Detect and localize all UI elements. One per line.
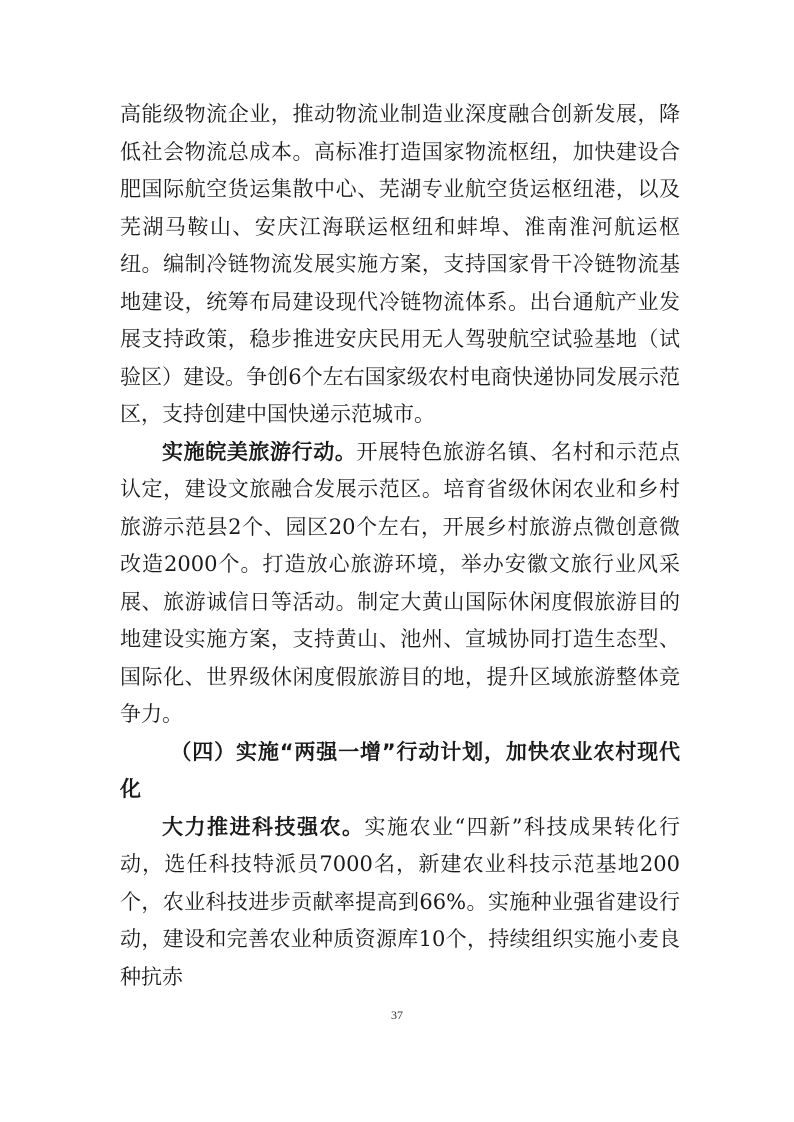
paragraph-tourism bbox=[120, 434, 680, 734]
page-number: 37 bbox=[391, 1008, 403, 1022]
section-heading: （四）实施“两强一增”行动计划，加快农业农村现代化 bbox=[120, 739, 680, 801]
paragraph-text: 高能级物流企业，推动物流业制造业深度融合创新发展，降低社会物流总成本。高标准打造国家物流枢纽，加快建设合肥国际航空货运集散中心、芜湖专业航空货运枢纽港，以及芜湖马鞍山、安庆江海联运枢纽和蚌埠、淮南淮河航运枢纽。编制冷链物流发展实施方案，支持国家骨干冷链物流基地建设，统筹布局建设现代冷链物流体系。出台通航产业发展支持政策，稳步推进安庆民用无人驾驶航空试验基地（试验区）建设。争创6个左右国家级农村电商快递协同发展示范区，支持创建中国快递示范城市。 bbox=[120, 102, 680, 426]
paragraph-lead: 大力推进科技强农。 bbox=[162, 814, 365, 839]
paragraph-lead: 实施皖美旅游行动。 bbox=[162, 439, 357, 464]
paragraph-text: 实施农业“四新”科技成果转化行动，选任科技特派员7000名，新建农业科技示范基地200个，农业科技进步贡献率提高到66%。实施种业强省建设行动，建设和完善农业种质资源库10个，持续组织实施小麦良种抗赤 bbox=[120, 814, 680, 989]
paragraph-agri-tech bbox=[120, 809, 680, 997]
document-body bbox=[120, 96, 680, 996]
paragraph-logistics bbox=[120, 96, 680, 434]
paragraph-text: 开展特色旅游名镇、名村和示范点认定，建设文旅融合发展示范区。培育省级休闲农业和乡村旅游示范县2个、园区20个左右，开展乡村旅游点微创意微改造2000个。打造放心旅游环境，举办安徽文旅行业风采展、旅游诚信日等活动。制定大黄山国际休闲度假旅游目的地建设实施方案，支持黄山、池州、宣城协同打造生态型、国际化、世界级休闲度假旅游目的地，提升区域旅游整体竞争力。 bbox=[120, 439, 681, 726]
